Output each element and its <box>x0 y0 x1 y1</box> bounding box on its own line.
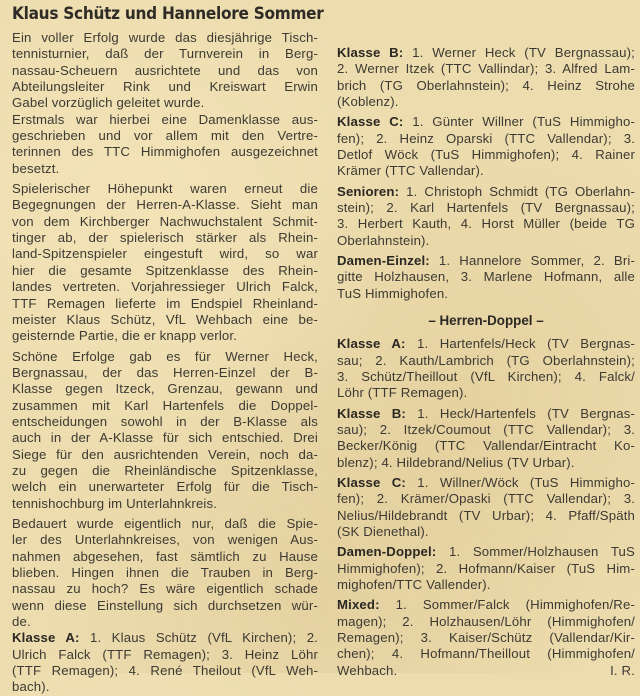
line-text: Erstmals war hierbei eine Damenklasse aus- <box>12 111 318 127</box>
text-line <box>12 144 318 160</box>
line-text: fen); 2. Heinz Oparski (TTC Vallendar); 3. <box>337 130 635 146</box>
line-text: 3. Herbert Kauth, 4. Horst Müller (beide TG <box>337 216 635 232</box>
text-line <box>12 398 318 414</box>
line-text: welch ein unerwarteter Erfolg für die Tisch- <box>12 479 318 495</box>
results-paragraph <box>337 184 635 249</box>
left-column <box>12 30 318 696</box>
line-text: 1. Heck/Hartenfels (TV Bergnas- <box>405 405 635 421</box>
line-text: tinger ab, der spielerisch stärker als Rhein- <box>12 230 318 246</box>
line-text: 2. Werner Itzek (TTC Vallindar); 3. Alfred Lam- <box>337 61 635 77</box>
line-text: fen); 2. Krämer/Opaski (TTC Vallendar); 3. <box>337 491 635 507</box>
line-text: besetzt. <box>12 160 60 176</box>
results-paragraph <box>337 475 635 540</box>
line-text: geisternde Partie, die er knapp verlor. <box>12 328 238 344</box>
line-text: tennishochburg im Unterlahnkreis. <box>12 495 218 511</box>
line-text: meister Klaus Schütz, VfL Wehbach eine be- <box>12 311 318 327</box>
text-line <box>12 647 318 663</box>
text-line <box>12 565 318 581</box>
text-line <box>12 614 318 630</box>
text-paragraph <box>12 30 318 112</box>
text-line <box>337 369 635 385</box>
line-text: tennisturnier, daß der Turnverein in Berg- <box>12 46 318 62</box>
text-line <box>12 95 318 111</box>
line-text: gitte Holzhausen, 3. Marlene Hofmann, alle <box>337 269 635 285</box>
line-text: Löhr (TTF Remagen). <box>337 385 468 401</box>
line-text: Himmighofen); 2. Hofmann/Kaiser (TuS Him- <box>337 560 635 576</box>
line-text: zu gegen die Rheinländische Spitzenklasse, <box>12 462 318 478</box>
line-text: wenn diese Einstellung sich durchsetzen wür- <box>12 597 318 613</box>
text-line <box>12 430 318 446</box>
text-line <box>337 114 635 130</box>
line-text: Ein voller Erfolg wurde das diesjährige Tisch- <box>12 30 318 45</box>
line-text: sau); 2. Itzek/Coumout (TTC Vallendar); 3. <box>337 421 635 437</box>
results-label: Klasse A: <box>12 630 80 646</box>
line-text: Detlof Wöck (TuS Himmighofen); 4. Rainer <box>337 147 635 163</box>
text-line <box>337 45 635 61</box>
text-line <box>12 63 318 79</box>
line-text: zusammen mit Karl Hartenfels die Doppel- <box>12 397 318 413</box>
text-line <box>12 197 318 213</box>
text-line <box>12 30 318 46</box>
line-text: 1. Sommer/Falck (Himmighofen/Re- <box>379 597 635 613</box>
line-text: 1. Günter Willner (TuS Himmigho- <box>403 114 635 130</box>
text-line <box>12 532 318 548</box>
text-line <box>12 663 318 679</box>
line-text: 1. Christoph Schmidt (TG Oberlahn- <box>399 183 635 199</box>
article-title: Klaus Schütz und Hannelore Sommer <box>12 4 324 23</box>
line-text: Spielerischer Höhepunkt waren erneut die <box>12 181 318 197</box>
line-text: ler des Unterlahnkreises, von wenigen Aus- <box>12 532 318 548</box>
text-line <box>12 549 318 565</box>
results-paragraph <box>337 114 635 179</box>
text-line <box>12 128 318 144</box>
results-label: Senioren: <box>337 183 400 199</box>
text-line <box>337 286 635 302</box>
text-line <box>12 381 318 397</box>
line-text: (TTF Remagen); 4. René Theilout (VfL Weh- <box>12 663 318 679</box>
line-text: hier die gesamte Spitzenklasse des Rhein- <box>12 262 318 278</box>
line-text: Remagen); 3. Kaiser/Schütz (Vallendar/Kir- <box>337 630 635 645</box>
text-line <box>337 253 635 269</box>
line-text: entscheidungen sowohl in der B-Klasse als <box>12 413 318 429</box>
text-line <box>337 233 635 249</box>
text-line <box>12 581 318 597</box>
line-text: nahmen abgesehen, fast sämtlich zu Hause <box>12 548 318 564</box>
text-line <box>12 230 318 246</box>
results-label: Klasse C: <box>337 474 406 490</box>
text-line <box>337 147 635 163</box>
line-text: Bergnassau, der das Herren-Einzel der B- <box>12 364 318 380</box>
text-line <box>12 161 318 177</box>
text-line <box>337 131 635 147</box>
text-line <box>337 577 635 593</box>
results-label: Klasse B: <box>337 45 404 60</box>
text-line <box>337 163 635 179</box>
line-text: geschrieben und vor allem mit den Vertre- <box>12 128 318 144</box>
text-line <box>337 597 635 613</box>
text-paragraph <box>12 112 318 177</box>
line-text: blenz); 4. Hildebrand/Nelius (TV Urbar). <box>337 454 575 470</box>
line-text: 1. Willner/Wöck (TuS Himmigho- <box>405 474 635 490</box>
text-line <box>337 61 635 77</box>
line-text: 3. Schütz/Theillout (VfL Kirchen); 4. Falck/ <box>337 368 635 384</box>
text-line <box>337 336 635 352</box>
text-line <box>12 214 318 230</box>
text-line <box>337 385 635 401</box>
text-line <box>337 200 635 216</box>
line-text: TuS Himmighofen. <box>337 285 449 301</box>
text-line <box>337 94 635 110</box>
line-text: mighofen/TTC Vallender). <box>337 576 491 592</box>
results-paragraph <box>337 336 635 401</box>
text-line <box>337 646 635 662</box>
results-paragraph <box>337 253 635 302</box>
results-paragraph <box>337 597 635 679</box>
text-line <box>12 181 318 197</box>
text-line <box>12 312 318 328</box>
text-line <box>337 269 635 285</box>
text-line <box>12 263 318 279</box>
text-line <box>337 544 635 560</box>
line-text: Klasse gegen Itzeck, Grenzau, gewann und <box>12 381 318 397</box>
text-line <box>12 463 318 479</box>
text-line <box>12 630 318 646</box>
results-paragraph <box>337 406 635 471</box>
results-label: Damen-Einzel: <box>337 253 430 269</box>
text-line <box>337 216 635 232</box>
text-line <box>337 353 635 369</box>
results-label: Mixed: <box>337 597 380 613</box>
line-text: TTF Remagen lieferte im Endspiel Rheinland- <box>12 295 318 311</box>
text-line <box>337 524 635 540</box>
results-label: Klasse A: <box>337 336 406 352</box>
line-text: 1. Sommer/Holzhausen TuS <box>436 544 635 560</box>
line-text: bach). <box>12 679 50 695</box>
line-text: 1. Hannelore Sommer, 2. Bri- <box>429 253 635 269</box>
section-heading: – Herren-Doppel – <box>428 313 544 329</box>
text-line <box>337 614 635 630</box>
line-text: 1. Werner Heck (TV Bergnassau); <box>403 45 635 60</box>
text-line <box>12 279 318 295</box>
line-text: Bedauert wurde eigentlich nur, daß die Spie- <box>12 515 318 531</box>
right-column <box>337 45 635 679</box>
line-text: 1. Klaus Schütz (VfL Kirchen); 2. <box>79 630 318 646</box>
line-text: Begegnungen der Herren-A-Klasse. Sieht man <box>12 197 318 213</box>
line-text: nassau-Scheuern ausrichtete und das von <box>12 62 318 78</box>
text-line <box>12 414 318 430</box>
text-line <box>12 447 318 463</box>
line-text: terinnen des TTC Himmighofen ausgezeichnet <box>12 144 318 160</box>
results-paragraph <box>337 544 635 593</box>
text-line <box>337 663 635 679</box>
line-text: blieben. Hingen ihnen die Trauben in Berg- <box>12 565 318 580</box>
text-line <box>12 679 318 695</box>
text-line <box>337 561 635 577</box>
line-text: Wehbach. <box>337 662 398 678</box>
line-text: Gabel vorzüglich geleitet wurde. <box>12 95 205 111</box>
text-line <box>337 630 635 646</box>
text-line <box>337 455 635 471</box>
line-text: Ulrich Falck (TTF Remagen); 3. Heinz Löhr <box>12 646 318 662</box>
results-paragraph <box>12 630 318 695</box>
line-text: Krämer (TTC Vallendar). <box>337 163 484 179</box>
line-text: Schöne Erfolge gab es für Werner Heck, <box>12 348 318 364</box>
line-text: Nelius/Hildebrandt (TV Urbar); 4. Pfaff/Späth <box>337 507 635 523</box>
text-line <box>337 406 635 422</box>
results-label: Klasse B: <box>337 405 406 421</box>
author-signature: I. R. <box>610 662 635 678</box>
text-line <box>337 184 635 200</box>
text-line <box>337 475 635 491</box>
line-text: von dem Kirchberger Nachwuchstalent Schmit- <box>12 213 318 229</box>
text-line <box>12 349 318 365</box>
results-label: Damen-Doppel: <box>337 544 437 560</box>
line-text: 1. Hartenfels/Heck (TV Bergnas- <box>405 336 635 352</box>
results-paragraph <box>337 45 635 110</box>
line-text: Abteilungsleiter Rink und Kreiswart Erwin <box>12 79 318 95</box>
line-text: Becker/König (TTC Vallendar/Eintracht Ko- <box>337 438 635 454</box>
text-line <box>337 438 635 454</box>
text-line <box>337 78 635 94</box>
text-line <box>12 328 318 344</box>
line-text: land-Spitzenspieler eingestuft wird, so war <box>12 246 318 262</box>
line-text: nassau zu hoch? Es wäre eigentlich schade <box>12 581 318 597</box>
text-line <box>337 491 635 507</box>
text-paragraph <box>12 349 318 512</box>
text-line <box>12 516 318 532</box>
text-line <box>12 598 318 614</box>
text-paragraph <box>12 181 318 344</box>
line-text: Oberlahnstein). <box>337 232 430 248</box>
text-line <box>12 79 318 95</box>
line-text: (Koblenz). <box>337 94 399 110</box>
text-line <box>337 508 635 524</box>
line-text: landes vertreten. Vorjahressieger Ulrich Falck, <box>12 279 318 295</box>
text-line <box>12 46 318 62</box>
text-line <box>12 479 318 495</box>
line-text: sau; 2. Kauth/Lambrich (TG Oberlahnstein); <box>337 352 635 368</box>
line-text: stein); 2. Karl Hartenfels (TV Bergnassau); <box>337 200 635 216</box>
line-text: chen); 4. Hofmann/Theillout (Himmighofen/ <box>337 646 635 662</box>
line-text: auch in der A-Klasse für sich entschied. Drei <box>12 430 318 446</box>
text-line <box>337 422 635 438</box>
text-line <box>12 112 318 128</box>
results-label: Klasse C: <box>337 114 404 130</box>
text-paragraph <box>12 516 318 630</box>
text-line <box>12 246 318 262</box>
text-line <box>12 296 318 312</box>
text-line <box>12 496 318 512</box>
line-text: de. <box>12 614 31 630</box>
line-text: magen); 2. Holzhausen/Löhr (Himmighofen/ <box>337 613 635 629</box>
text-line <box>12 365 318 381</box>
line-text: brich (TG Oberlahnstein); 4. Heinz Strohe <box>337 77 635 93</box>
line-text: (SK Dienethal). <box>337 523 429 539</box>
line-text: Siege für den ausrichtenden Verein, noch da- <box>12 446 318 462</box>
